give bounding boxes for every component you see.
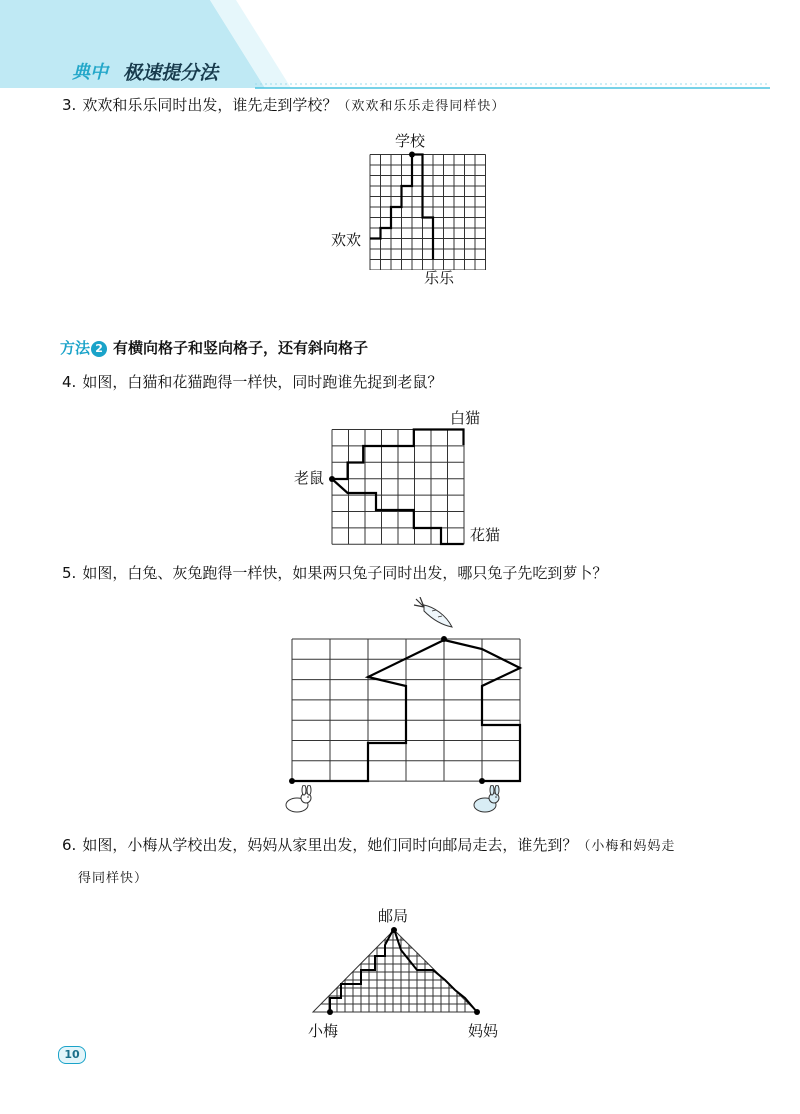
label-huanhuan: 欢欢 [331, 231, 362, 249]
label-mother: 妈妈 [468, 1022, 499, 1040]
label-spotted-cat: 花猫 [470, 526, 501, 544]
question-hint: （小梅和妈妈走 [577, 839, 676, 854]
question-number: 4. [62, 373, 77, 391]
question-text: 如图，白兔、灰兔跑得一样快，如果两只兔子同时出发，哪只兔子先吃到萝卜？ [82, 564, 608, 582]
method-heading [60, 337, 368, 358]
method-text: 有横向格子和竖向格子，还有斜向格子 [113, 339, 369, 357]
grid-diagram-q4 [326, 420, 476, 550]
label-school: 学校 [395, 132, 426, 150]
grid-diagram-q3 [360, 145, 490, 270]
label-white-cat: 白猫 [450, 409, 481, 427]
label-xiaomei: 小梅 [308, 1022, 339, 1040]
method-label: 方法 [60, 339, 91, 357]
question-text: 如图，白猫和花猫跑得一样快，同时跑谁先捉到老鼠？ [82, 373, 443, 391]
question-6 [62, 834, 675, 858]
question-hint: （欢欢和乐乐走得同样快） [337, 99, 506, 114]
question-5 [62, 562, 607, 584]
question-number: 5. [62, 564, 77, 582]
grid-diagram-q5 [282, 630, 527, 785]
header-banner [0, 0, 800, 100]
method-number-badge: 2 [91, 341, 107, 357]
grid-outline [313, 930, 477, 1012]
triangle-grid-diagram-q6 [305, 920, 500, 1020]
question-3 [62, 94, 505, 118]
gray-rabbit-icon [468, 785, 502, 815]
question-6-hint-continued: 得同样快） [78, 871, 149, 886]
header-logo-text: 典中 [72, 62, 108, 83]
page-number-text: 10 [64, 1048, 80, 1061]
page-number [58, 1046, 86, 1064]
white-rabbit-icon [280, 785, 314, 815]
question-number: 3. [62, 96, 77, 114]
header-logo [72, 58, 108, 84]
label-mouse: 老鼠 [294, 469, 325, 487]
header-title: 极速提分法 [123, 62, 219, 84]
question-4 [62, 371, 442, 393]
question-text: 欢欢和乐乐同时出发，谁先走到学校？ [82, 96, 338, 114]
question-number: 6. [62, 836, 77, 854]
question-text: 如图，小梅从学校出发，妈妈从家里出发，她们同时向邮局走去，谁先到？ [82, 836, 578, 854]
label-post-office: 邮局 [378, 907, 409, 925]
label-lele: 乐乐 [424, 269, 455, 287]
